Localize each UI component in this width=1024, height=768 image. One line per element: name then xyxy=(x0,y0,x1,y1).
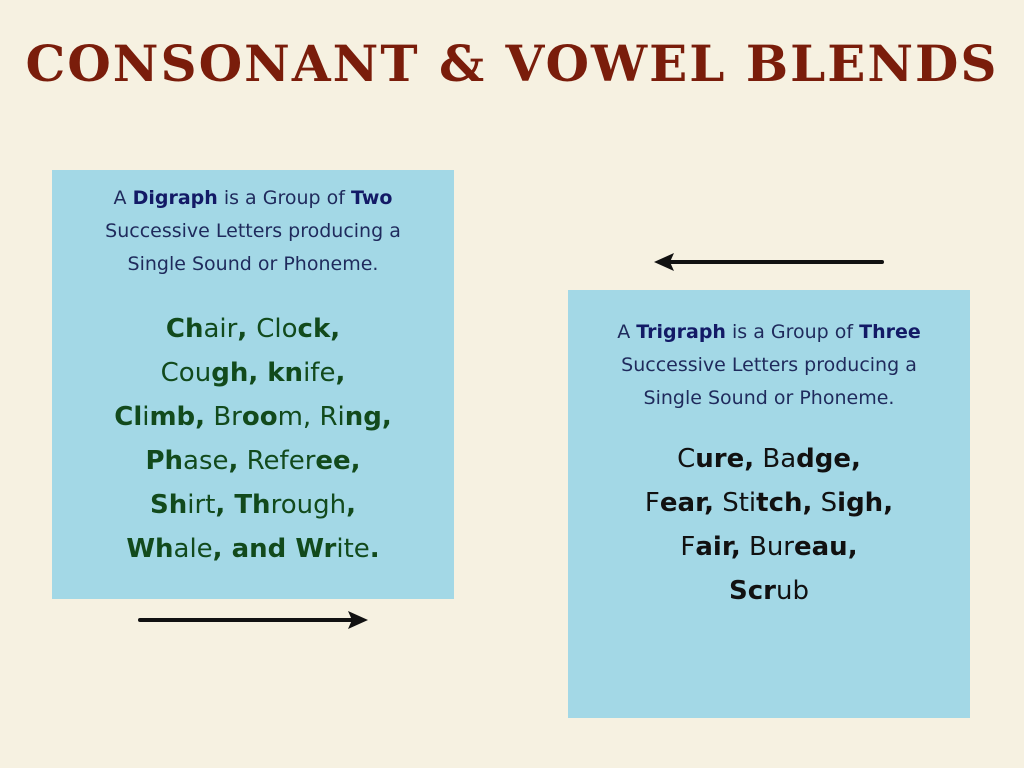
example-segment: i xyxy=(142,402,150,432)
digraph-count: Two xyxy=(350,187,393,209)
example-bold-segment: dge, xyxy=(796,444,861,474)
example-segment: Clo xyxy=(256,314,298,344)
example-segment: C xyxy=(677,444,696,474)
example-line xyxy=(52,527,454,571)
example-bold-segment: Wh xyxy=(126,534,174,564)
trigraph-definition-line-3: Single Sound or Phoneme. xyxy=(643,387,895,409)
digraph-definition-prefix: A xyxy=(113,187,133,209)
left-arrow-icon xyxy=(652,250,886,274)
example-line xyxy=(52,395,454,439)
example-segment: F xyxy=(644,488,660,518)
example-bold-segment: , xyxy=(228,446,239,476)
example-bold-segment: Scr xyxy=(729,576,776,606)
trigraph-examples xyxy=(568,437,970,613)
digraph-examples xyxy=(52,307,454,571)
digraph-definition-line-3: Single Sound or Phoneme. xyxy=(127,253,379,275)
example-line xyxy=(568,481,970,525)
example-segment: Sti xyxy=(713,488,757,518)
example-segment: ife xyxy=(303,358,336,388)
example-segment: ite xyxy=(336,534,370,564)
example-bold-segment: , xyxy=(346,490,356,520)
page-title: CONSONANT & VOWEL BLENDS xyxy=(25,34,999,93)
digraph-definition-line-2: Successive Letters producing a xyxy=(105,220,401,242)
example-bold-segment: eau, xyxy=(794,532,858,562)
digraph-term: Digraph xyxy=(132,187,218,209)
example-line xyxy=(52,307,454,351)
example-segment: Bur xyxy=(740,532,794,562)
example-bold-segment: air, xyxy=(695,532,741,562)
trigraph-term: Trigraph xyxy=(636,321,726,343)
example-bold-segment: ng, xyxy=(344,402,392,432)
right-arrow-icon xyxy=(136,608,370,632)
example-segment: Refer xyxy=(238,446,316,476)
example-bold-segment: , xyxy=(335,358,346,388)
example-segment: ase xyxy=(183,446,229,476)
trigraph-definition-line-2: Successive Letters producing a xyxy=(621,354,917,376)
digraph-card xyxy=(52,170,454,599)
example-bold-segment: ear, xyxy=(659,488,714,518)
example-bold-segment: mb, xyxy=(149,402,206,432)
trigraph-definition-middle: is a Group of xyxy=(725,321,860,343)
example-segment: rough xyxy=(270,490,347,520)
example-segment: Br xyxy=(205,402,242,432)
example-segment: irt xyxy=(187,490,216,520)
trigraph-card xyxy=(568,290,970,718)
example-segment: ale xyxy=(173,534,213,564)
example-bold-segment: igh, xyxy=(837,488,894,518)
trigraph-definition xyxy=(568,316,970,415)
example-bold-segment: . xyxy=(369,534,380,564)
example-bold-segment: , and Wr xyxy=(212,534,337,564)
example-line xyxy=(568,525,970,569)
example-segment: m, Ri xyxy=(277,402,345,432)
example-bold-segment: Cl xyxy=(114,402,143,432)
example-line xyxy=(52,439,454,483)
example-segment: Cou xyxy=(160,358,212,388)
example-bold-segment: tch, xyxy=(756,488,813,518)
trigraph-definition-prefix: A xyxy=(617,321,637,343)
example-bold-segment: , Th xyxy=(215,490,271,520)
example-segment: F xyxy=(680,532,696,562)
example-line xyxy=(568,569,970,613)
example-line xyxy=(52,483,454,527)
digraph-definition-middle: is a Group of xyxy=(217,187,351,209)
example-bold-segment: oo xyxy=(241,402,278,432)
example-segment: Ba xyxy=(754,444,797,474)
example-bold-segment: , xyxy=(237,314,257,344)
example-bold-segment: Ch xyxy=(165,314,204,344)
example-line xyxy=(568,437,970,481)
trigraph-count: Three xyxy=(859,321,921,343)
example-segment: S xyxy=(812,488,838,518)
digraph-definition xyxy=(52,182,454,281)
example-line xyxy=(52,351,454,395)
example-bold-segment: Sh xyxy=(150,490,188,520)
example-bold-segment: ure, xyxy=(695,444,755,474)
example-bold-segment: ee, xyxy=(315,446,361,476)
example-bold-segment: ck, xyxy=(297,314,341,344)
example-bold-segment: Ph xyxy=(145,446,184,476)
example-segment: ub xyxy=(775,576,809,606)
example-segment: air xyxy=(203,314,238,344)
example-bold-segment: gh, kn xyxy=(211,358,304,388)
